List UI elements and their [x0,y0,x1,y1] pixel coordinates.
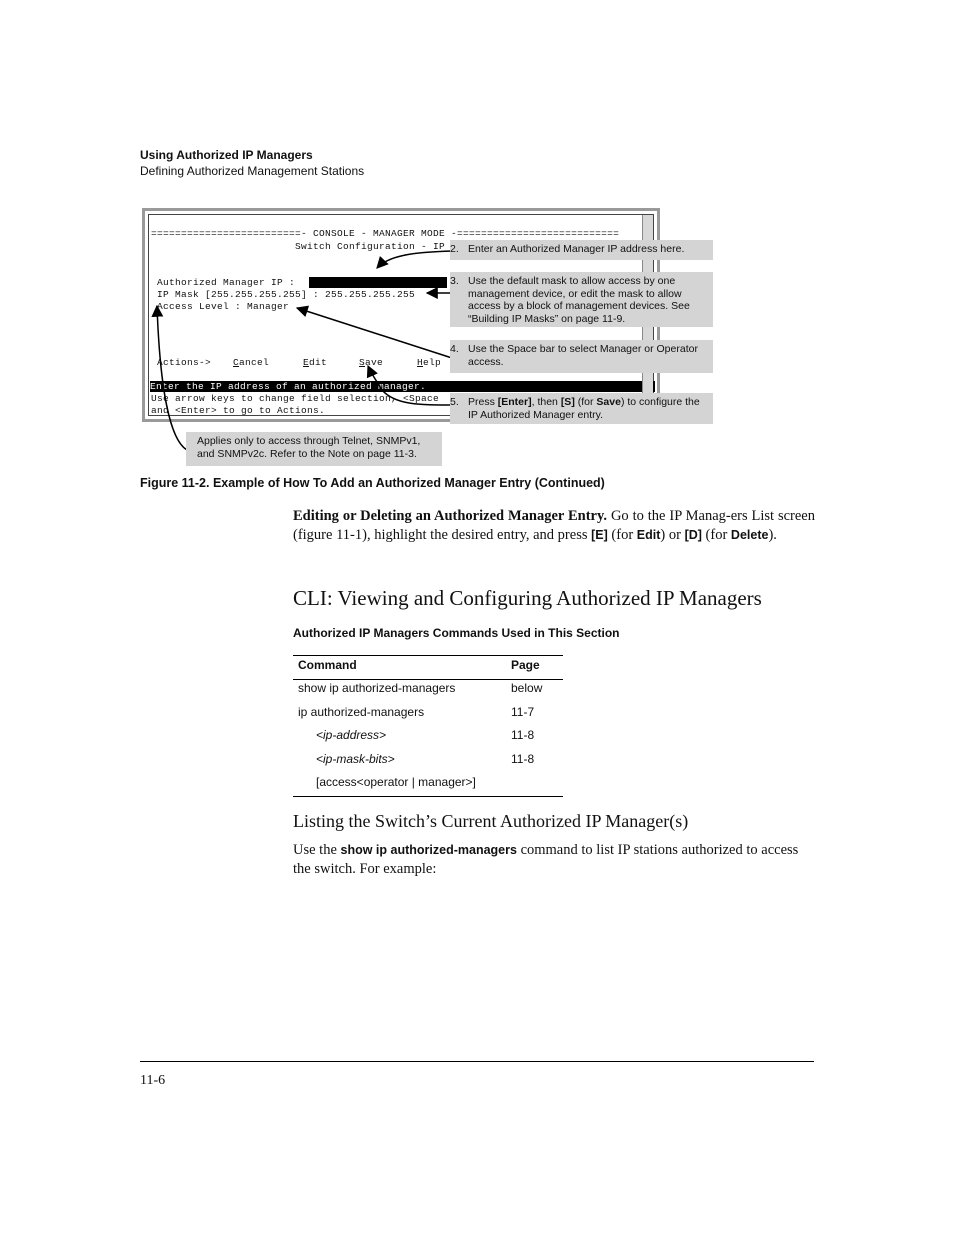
table-bottom-rule [293,796,563,797]
help-action-rest: elp [423,357,442,368]
help-action[interactable]: Help [417,357,442,368]
listing-heading: Listing the Switch’s Current Authorized IP Manager(s) [293,811,689,831]
figure-caption: Figure 11-2. Example of How To Add an Authorized Manager Entry (Continued) [140,476,605,490]
listing-command: show ip authorized-managers [340,843,517,857]
table-cell-command: ip authorized-managers [298,705,425,719]
table-header-page: Page [511,658,540,672]
cancel-action[interactable]: Cancel [233,357,270,368]
table-cell-page: 11-8 [511,728,535,742]
table-cell-command: <ip-address> [316,728,387,742]
callout-5-pre: Press [468,396,498,408]
console-help-line-2: and <Enter> to go to Actions. [151,405,326,416]
delete-keyword: Delete [730,528,769,542]
callout-2-number: 2. [450,243,459,255]
table-title: Authorized IP Managers Commands Used in This Section [293,626,620,640]
actions-label: Actions-> [157,357,212,368]
callout-3 [450,272,713,327]
manager-ip-label: Authorized Manager IP : [157,277,296,288]
table-cell-page: below [511,681,543,695]
footer-rule [140,1061,814,1062]
save-action[interactable]: Save [359,357,384,368]
arrow-2 [377,251,452,268]
editing-text-5: ). [768,527,777,543]
listing-post: command to list IP stations authorized to access the switch. For example: [293,842,799,877]
editing-paragraph [293,507,815,545]
table-cell-command: <ip-mask-bits> [316,752,395,766]
ip-mask-line[interactable]: IP Mask [255.255.255.255] : 255.255.255.255 [157,289,416,300]
callout-5-mid2: (for [574,396,597,408]
save-action-rest: ave [365,357,384,368]
console-title-line: =========================- CONSOLE - MANAGER MODE -=========================== [151,228,620,239]
callout-4-text: Use the Space bar to select Manager or Operator access. [468,343,698,368]
console-status-line: Enter the IP address of an authorized manager. [150,381,655,392]
key-d: [D] [684,528,702,542]
callout-5 [450,393,713,424]
arrow-note [157,306,187,450]
callout-4 [450,340,713,373]
table-cell-command: show ip authorized-managers [298,681,456,695]
editing-lead: Editing or Deleting an Authorized Manager Entry. [293,508,608,524]
callout-5-post: ) to configure the IP Authorized Manager entry. [468,396,700,421]
console-help-line-1: Use arrow keys to change field selection, <Space [151,393,440,404]
cli-heading: CLI: Viewing and Configuring Authorized IP Managers [293,586,762,610]
table-cell-page: 11-7 [511,705,535,719]
editing-text-4: (for [701,527,731,543]
editing-text-1: Go to the IP Manag-ers List screen (figure 11-1), highlight the desired entry, and press [293,508,815,543]
callout-arrows [0,0,954,520]
enter-key: [Enter] [497,396,532,408]
save-keyword: Save [596,396,621,408]
callout-3-text: Use the default mask to allow access by one management device, or edit the mask to allow access by a block of management devices. See “Building IP Masks” on page 11-9. [468,275,690,325]
table-cell-page: 11-8 [511,752,535,766]
callout-2-text: Enter an Authorized Manager IP address here. [468,243,685,255]
table-header-command: Command [298,658,357,672]
table-cell-command: [access<operator | manager>] [316,775,476,789]
editing-text-2: (for [607,527,637,543]
access-level-line[interactable]: Access Level : Manager [157,301,290,312]
s-key: [S] [560,396,575,408]
listing-pre: Use the [293,842,341,858]
callout-2 [450,240,713,260]
edit-action[interactable]: Edit [303,357,328,368]
page-number: 11-6 [140,1073,166,1088]
callout-5-mid1: , then [531,396,561,408]
edit-action-rest: dit [309,357,328,368]
arrow-4 [297,308,452,358]
running-header-section: Defining Authorized Management Stations [140,164,365,178]
table-top-rule [293,655,563,656]
editing-text-3: ) or [660,527,685,543]
callout-3-number: 3. [450,275,459,287]
key-e: [E] [591,528,608,542]
callout-note-text: Applies only to access through Telnet, SNMPv1, and SNMPv2c. Refer to the Note on page 11-3. [197,435,421,460]
edit-keyword: Edit [636,528,661,542]
listing-paragraph [293,841,815,879]
callout-4-number: 4. [450,343,459,355]
callout-note [186,432,442,466]
running-header-chapter: Using Authorized IP Managers [140,148,313,162]
console-subtitle: Switch Configuration - IP [295,241,446,252]
callout-5-number: 5. [450,396,459,408]
arrow-5 [368,366,452,405]
table-header-rule [293,679,563,680]
cancel-action-rest: ancel [239,357,270,368]
